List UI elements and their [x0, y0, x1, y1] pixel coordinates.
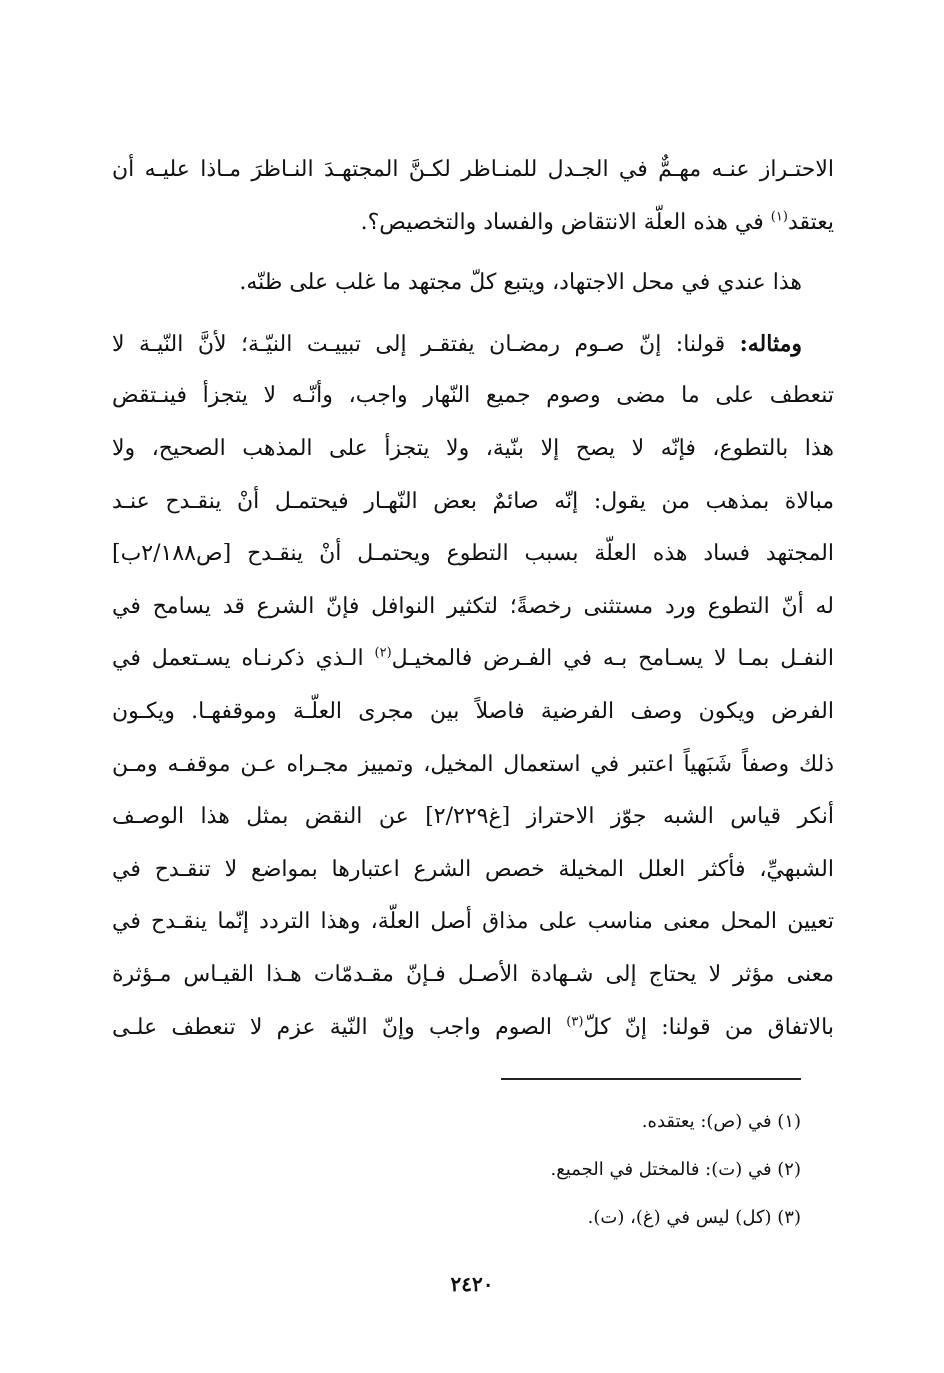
- text-line-9: [112, 581, 834, 634]
- text-line-5: [112, 370, 834, 423]
- text-line-7: [112, 476, 834, 529]
- line-text: بالاتفاق من قولنا: إنّ كلّ: [583, 1014, 834, 1040]
- line-text: الاحتـراز عنـه مهـمٌّ في الجـدل للمنـاظر لكـنَّ المجتهـدَ النـاظرَ مـاذا عليـه أن: [112, 157, 834, 182]
- footnote-2: (٢) في (ت): فالمختل في الجميع.: [550, 1159, 801, 1180]
- text-line-4: [112, 318, 834, 371]
- text-line-11: [112, 686, 834, 739]
- line-text: تنعطف على ما مضى وصوم جميع النّهار واجب، وأنّـه لا يتجزأ فينـتقض: [112, 383, 834, 409]
- text-line-14: [112, 844, 834, 897]
- text-line-1: [112, 144, 834, 197]
- line-text: في هذه العلّة الانتقاض والفساد والتخصيص؟.: [360, 209, 771, 235]
- text-line-6: [112, 423, 834, 476]
- line-text: هذا عندي في محل الاجتهاد، ويتبع كلّ مجتهد ما غلب على ظنّه.: [239, 270, 802, 296]
- footnote-ref-2: (٢): [374, 646, 392, 662]
- line-text: أنكر قياس الشبه جوّز الاحتراز [غ٢/٢٢٩] عن النقض بمثل هذا الوصـف: [112, 804, 834, 830]
- line-text: معنى مؤثر لا يحتاج إلى شـهادة الأصـل فـإنّ مقـدمّات هـذا القيـاس مـؤثرة: [112, 961, 834, 987]
- text-line-3: [112, 257, 834, 310]
- footnotes: [111, 1098, 801, 1242]
- line-text: ذلك وصفاً شَبَهياً اعتبر في استعمال المخيل، وتمييز مجـراه عـن موقفـه ومـن: [112, 751, 834, 777]
- footnote-separator: [501, 1078, 801, 1080]
- text-line-13: [112, 791, 834, 844]
- line-text: هذا بالتطوع، فإنّه لا يصح إلا بنّية، ولا يتجزأ على المذهب الصحيح، ولا: [112, 435, 834, 461]
- footnote-1: (١) في (ص): يعتقده.: [641, 1111, 801, 1132]
- line-text: مبالاة بمذهب من يقول: إنّه صائمٌ بعض النّهـار فيحتمـل أنْ ينقـدح عنـد: [112, 488, 834, 514]
- footnote-ref-3: (٣): [566, 1014, 584, 1030]
- page-number: ٢٤٢٠: [450, 1272, 494, 1296]
- text-line-15: [112, 896, 834, 949]
- line-text: النفـل بمـا لا يسـامح بـه في الفـرض فالمخيـل: [391, 646, 834, 672]
- text-line-10: [112, 633, 834, 686]
- main-text: [112, 144, 834, 1054]
- text-line-17: [112, 1002, 834, 1055]
- line-text: الـذي ذكرنـاه يسـتعمل في: [112, 646, 375, 672]
- text-line-2: [112, 197, 834, 250]
- line-text: الصوم واجب وإنّ النّية عزم لا تنعطف علـى: [112, 1014, 567, 1040]
- text-line-8: [112, 528, 834, 581]
- line-text: تعيين المحل معنى مناسب على مذاق أصل العلّة، وهذا التردد إنّما ينقـدح في: [112, 909, 834, 935]
- text-line-12: [112, 739, 834, 792]
- text-line-16: [112, 949, 834, 1002]
- line-text: له أنّ التطوع ورد مستثنى رخصةً؛ لتكثير النوافل فإنّ الشرع قد يسامح في: [112, 593, 834, 619]
- line-text: المجتهد فساد هذه العلّة بسبب التطوع ويحتمـل أنْ ينقـدح [ص٢/١٨٨ب]: [112, 541, 834, 567]
- line-text: يعتقد: [787, 209, 834, 235]
- line-text: قولنا: إنّ صـوم رمضـان يفتقـر إلى تبييـت النيّـة؛ لأنَّ النّيـة لا: [112, 331, 740, 357]
- footnote-ref-1: (١): [770, 209, 788, 225]
- line-text: الفرض ويكون وصف الفرضية فاصلاً بين مجرى العلّـة وموقفهـا. ويكـون: [112, 698, 834, 724]
- example-heading: ومثاله:: [739, 330, 803, 357]
- line-text: الشبهيِّ، فأكثر العلل المخيلة خصص الشرع اعتبارها بمواضع لا تنقـدح في: [112, 856, 834, 882]
- footnote-3: (٣) (كل) ليس في (غ)، (ت).: [587, 1207, 801, 1228]
